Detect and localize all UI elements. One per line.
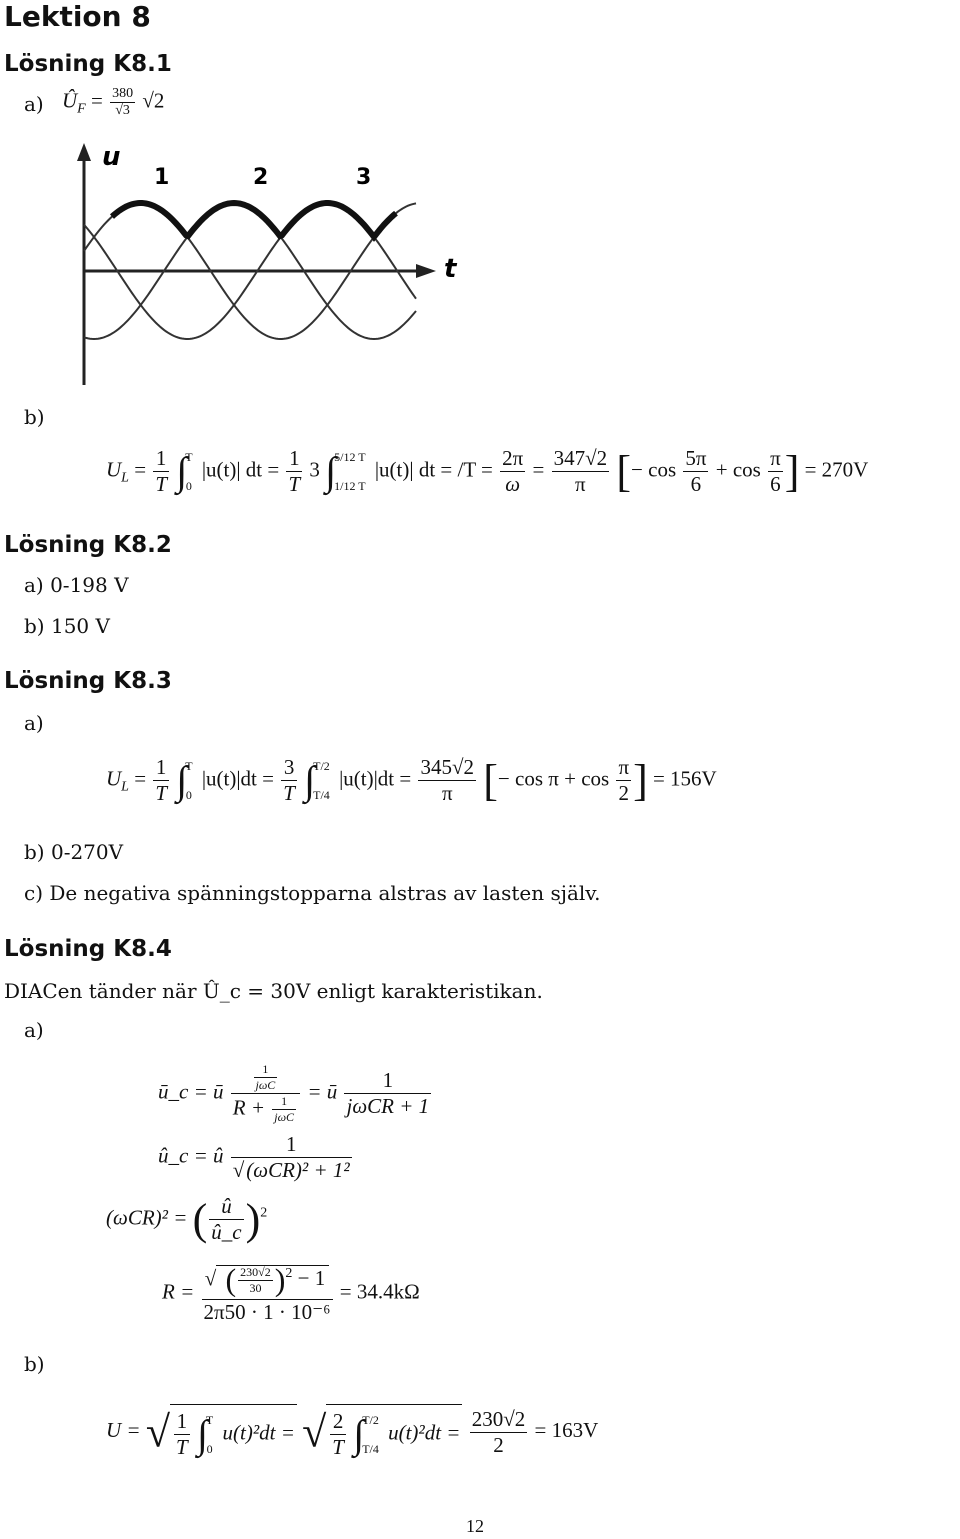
k84-intro: DIACen tänder när Û_c = 30V enligt karakteristikan. <box>4 979 543 1003</box>
k82-a: a) 0-198 V <box>24 573 129 597</box>
k81-a-equation: $Û_F$ = $\frac{380}{√3}$ √2 <box>62 86 165 118</box>
k84-eq3: (ωCR)² = ( $\frac{û}{û\_c}$ )$^2$ <box>106 1194 268 1244</box>
k84-a-label: a) <box>24 1018 44 1042</box>
heading-k82: Lösning K8.2 <box>4 532 172 558</box>
axis-t-label: t <box>444 254 457 284</box>
page-title: Lektion 8 <box>4 0 151 33</box>
phase-label-2: 2 <box>253 165 269 190</box>
k81-b-equation: $U_L$ = $\frac{1}{T}$ ∫ T 0 |u(t)| dt = $\frac{1}{T}$ 3 ∫ 5/12 T 1/12 T |u(t)| dt = /T = $\frac{2\pi}{\omega}$ = $\frac{347√2}{\pi}$ [− cos $\frac{5\pi}{6}$ + cos $\frac{\pi}{6}$ ] = 270V <box>106 446 869 496</box>
page-number: 12 <box>466 1516 484 1536</box>
heading-k81: Lösning K8.1 <box>4 51 172 77</box>
k84-eq4: R = √ ( $\frac{230√2}{30}$ )$^2$ − 1 2π50 · 1 · 10⁻⁶ = 34.4kΩ <box>162 1262 420 1324</box>
k84-eq1: ū_c = ū $\frac{1}{\text{jωC}}$ R + $\frac{1}{\text{jωC}}$ = ū $\frac{1}{\text{jωCR + 1}}$ <box>158 1062 430 1124</box>
k83-a-label: a) <box>24 711 44 735</box>
heading-k83: Lösning K8.3 <box>4 668 172 694</box>
three-phase-graph <box>60 135 470 395</box>
k82-b: b) 150 V <box>24 614 110 638</box>
phase-label-3: 3 <box>356 165 372 190</box>
k84-b-equation: U = √ $\frac{1}{T}$ ∫ T 0 u(t)²dt = √ $\frac{2}{T}$ ∫ T/2 T/4 u(t)²dt = $\frac{230√2}{2}$ = 163V <box>106 1404 598 1460</box>
k83-a-equation: $U_L$ = $\frac{1}{T}$ ∫ T 0 |u(t)|dt = $\frac{3}{T}$ ∫ T/2 T/4 |u(t)|dt = $\frac{345√2}{\pi}$ [− cos π + cos $\frac{\pi}{2}$ ] = 156V <box>106 755 717 805</box>
axis-u-label: u <box>102 142 121 172</box>
heading-k84: Lösning K8.4 <box>4 936 172 962</box>
k84-eq2: û_c = û $\frac{1}{\text{√(ωCR)² + 1²}}$ <box>158 1132 350 1182</box>
k83-c: c) De negativa spänningstopparna alstras av lasten själv. <box>24 881 601 905</box>
k81-b-label: b) <box>24 405 45 429</box>
k83-b: b) 0-270V <box>24 840 124 864</box>
k84-b-label: b) <box>24 1352 45 1376</box>
phase-label-1: 1 <box>154 165 170 190</box>
k81-a-label: a) <box>24 92 44 116</box>
